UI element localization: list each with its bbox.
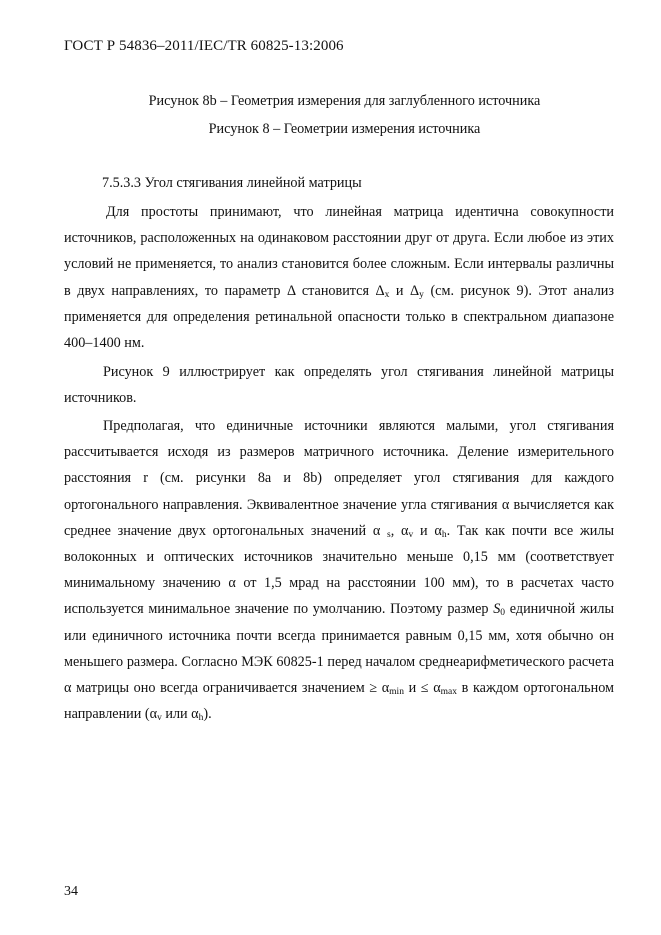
p3-text-9: ). xyxy=(203,706,212,723)
page-number: 34 xyxy=(64,884,78,899)
paragraph-3 xyxy=(64,413,614,727)
p3-text-4: . Так как почти все жилы волоконных и оптических источников значительно меньше 0,15 мм (соответствует минимальному значению α от 1,5 мрад на расстоянии 100 мм), то в расчетах часто используется минимальное значение по умолчанию. Поэтому размер xyxy=(64,522,614,618)
p3-sub-s: s xyxy=(387,529,391,540)
p3-sub-min: min xyxy=(389,687,404,698)
p1-sub-x: x xyxy=(384,289,390,300)
p3-sub-max: max xyxy=(440,687,458,698)
p1-text-2: и Δ xyxy=(389,282,420,299)
paragraph-2 xyxy=(64,359,614,411)
document-header: ГОСТ Р 54836–2011/IEC/TR 60825-13:2006 xyxy=(64,38,344,54)
p3-sub-v: v xyxy=(408,529,414,540)
paragraph-1 xyxy=(64,199,614,356)
p3-text-6: и ≤ α xyxy=(403,680,441,697)
p3-sub-h2: h xyxy=(198,713,204,724)
p3-text-1: Предполагая, что единичные источники являются малыми, угол стягивания рассчитывается исходя из размеров матричного источника. Деление измерительного расстояния r (см. рисунки 8a и 8b) определяет угол стягивания для каждого ортогонального направления. Эквивалентное значение угла стягивания α вычисляется как среднее значение двух ортогональных значений α xyxy=(64,418,614,539)
p3-s0-letter: S xyxy=(493,601,501,618)
p3-sub-h: h xyxy=(441,529,447,540)
p3-text-7: в каждом ортогональном направлении (α xyxy=(64,680,615,723)
p3-text-5: единичной жилы или единичного источника почти всегда принимается равным 0,15 мм, хотя обычно он меньшего размера. Согласно МЭК 60825-1 перед началом среднеарифметического расчета α матрицы оно всегда ограничивается значением ≥ α xyxy=(64,601,614,697)
p2-text: Рисунок 9 иллюстрирует как определять угол стягивания линейной матрицы источников. xyxy=(64,364,614,407)
p1-sub-y: y xyxy=(419,289,424,300)
p1-text-1: Для простоты принимают, что линейная матрица идентична совокупности источников, расположенных на одинаковом расстоянии друг от друга. Если любое из этих условий не применяется, то анализ становится более сложным. Если интервалы различны в двух направлениях, то параметр Δ становится Δ xyxy=(64,204,614,299)
p3-text-8: или α xyxy=(161,706,199,723)
p3-text-3: и α xyxy=(413,522,442,539)
p1-text-3: (см. рисунок 9). Этот анализ применяется для определения ретинальной опасности только в спектральном диапазоне 400–1400 нм. xyxy=(64,282,614,352)
figure-8-caption: Рисунок 8 – Геометрии измерения источника xyxy=(208,121,481,137)
figure-8b-caption: Рисунок 8b – Геометрия измерения для заглубленного источника xyxy=(148,93,541,109)
p3-sub-v2: v xyxy=(157,713,162,724)
p3-s0-sub: 0 xyxy=(500,608,506,619)
p3-text-2: , α xyxy=(390,522,409,539)
section-heading: 7.5.3.3 Угол стягивания линейной матрицы xyxy=(102,175,362,191)
